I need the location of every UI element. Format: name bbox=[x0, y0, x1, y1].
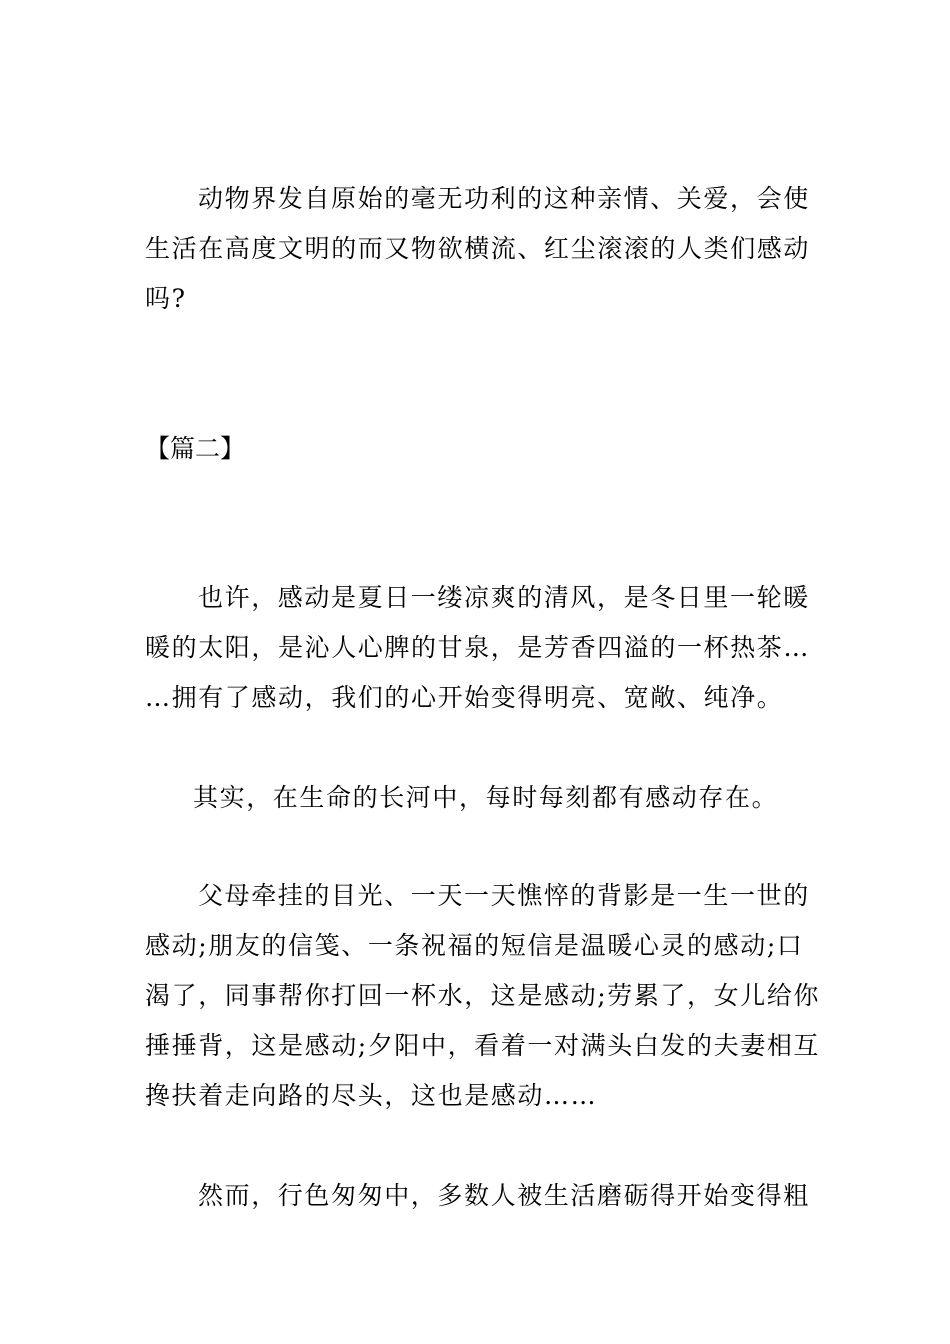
paragraph-line: 生活在高度文明的而又物欲横流、红尘滚滚的人类们感动 bbox=[145, 234, 811, 263]
paragraph-line: …拥有了感动，我们的心开始变得明亮、宽敞、纯净。 bbox=[145, 683, 784, 712]
paragraph-line: 吗? bbox=[145, 284, 187, 313]
paragraph-line: 然而，行色匆匆中，多数人被生活磨砺得开始变得粗 bbox=[198, 1181, 810, 1210]
paragraph-line: 感动;朋友的信笺、一条祝福的短信是温暖心灵的感动;口 bbox=[145, 931, 804, 960]
paragraph-line: 捶捶背，这是感动;夕阳中，看着一对满头白发的夫妻相互 bbox=[145, 1031, 821, 1060]
paragraph-line: 其实，在生命的长河中，每时每刻都有感动存在。 bbox=[193, 783, 779, 812]
paragraph-line: 渴了，同事帮你打回一杯水，这是感动;劳累了，女儿给你 bbox=[145, 981, 821, 1010]
paragraph-line: 动物界发自原始的毫无功利的这种亲情、关爱，会使 bbox=[198, 184, 810, 213]
paragraph-line: 搀扶着走向路的尽头，这也是感动…… bbox=[145, 1081, 598, 1110]
paragraph-line: 暖的太阳，是沁人心脾的甘泉，是芳香四溢的一杯热茶… bbox=[145, 633, 811, 662]
paragraph-line: 父母牵挂的目光、一天一天憔悴的背影是一生一世的 bbox=[198, 881, 810, 910]
paragraph-line: 也许，感动是夏日一缕凉爽的清风，是冬日里一轮暖 bbox=[198, 583, 810, 612]
section-heading: 【篇二】 bbox=[145, 434, 246, 463]
